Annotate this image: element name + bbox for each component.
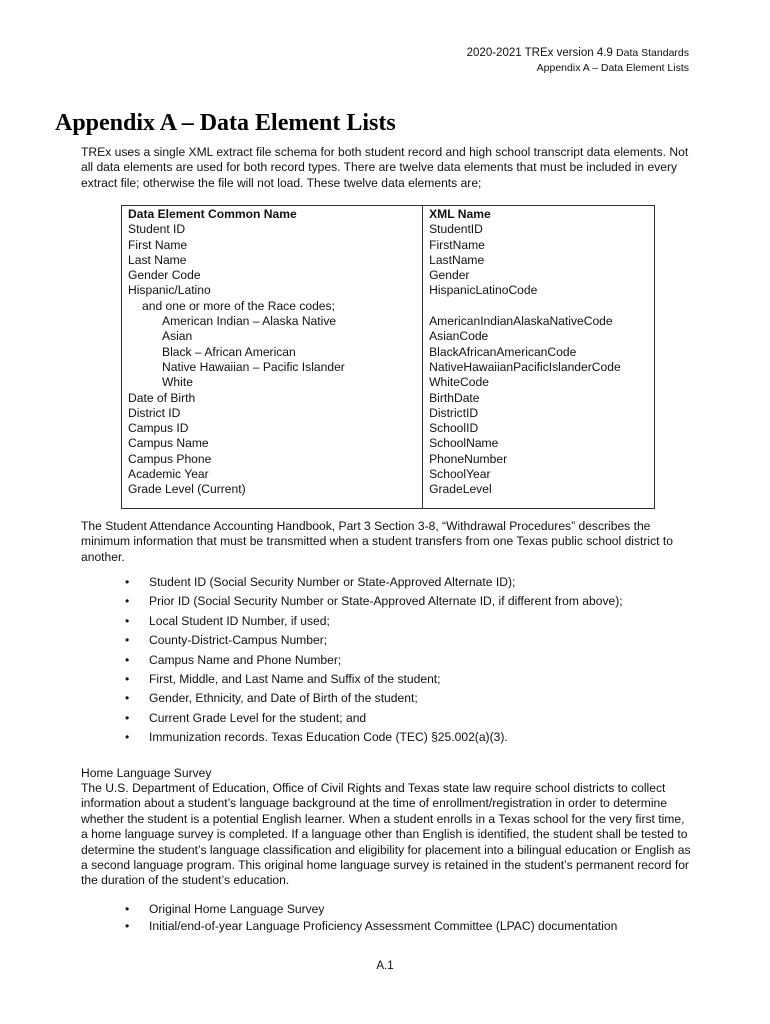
xml-name-cell: StudentID <box>423 222 655 237</box>
xml-name-cell: AsianCode <box>423 329 655 344</box>
table-row <box>122 238 655 253</box>
column-header-xml-name: XML Name <box>423 206 655 223</box>
column-header-common-name: Data Element Common Name <box>122 206 423 223</box>
header-section: Data Standards <box>616 47 689 59</box>
page-number: A.1 <box>376 960 394 972</box>
xml-name-cell: WhiteCode <box>423 375 655 390</box>
list-item: • Initial/end-of-year Language Proficiency Assessment Committee (LPAC) documentation <box>121 918 617 935</box>
table-row <box>122 421 655 436</box>
table-row <box>122 406 655 421</box>
xml-name-cell: AmericanIndianAlaskaNativeCode <box>423 314 655 329</box>
common-name-cell: Gender Code <box>122 268 423 283</box>
table-row <box>122 329 655 344</box>
common-name-cell: Last Name <box>122 253 423 268</box>
list-item: • First, Middle, and Last Name and Suffix of the student; <box>121 670 623 689</box>
xml-name-cell: LastName <box>423 253 655 268</box>
list-item: • Student ID (Social Security Number or State-Approved Alternate ID); <box>121 573 623 592</box>
list-item: • Gender, Ethnicity, and Date of Birth of the student; <box>121 689 623 708</box>
page-title: Appendix A – Data Element Lists <box>55 110 396 136</box>
list-item: • Prior ID (Social Security Number or State-Approved Alternate ID, if different from above); <box>121 592 623 611</box>
home-language-paragraph: The U.S. Department of Education, Office of Civil Rights and Texas state law require school districts to collect information about a student’s language background at the time of enrollment/registration in order to determine whether the student is a potential English learner. When a student enrolls in a Texas school for the very first time, a home language survey is completed. If a language other than English is identified, the student shall be tested to determine the student’s language classification and eligibility for placement into a bilingual education or English as a second language program. This original home language survey is retained in the student’s permanent record for the duration of the student’s education. <box>81 781 691 888</box>
intro-paragraph: TREx uses a single XML extract file schema for both student record and high school transcript data elements. Not all data elements are used for both record types. There are twelve data elements that must be included in every extract file; otherwise the file will not load. These twelve data elements are; <box>81 145 689 190</box>
xml-name-cell: FirstName <box>423 238 655 253</box>
data-element-table <box>121 205 655 509</box>
table-row <box>122 345 655 360</box>
header-line-2: Appendix A – Data Element Lists <box>536 62 689 74</box>
page-header <box>467 46 689 76</box>
common-name-cell: Asian <box>122 329 423 344</box>
header-line-1 <box>467 46 689 61</box>
xml-name-cell: SchoolID <box>423 421 655 436</box>
common-name-cell: Campus ID <box>122 421 423 436</box>
table-body <box>122 222 655 508</box>
transfer-info-list <box>121 573 623 748</box>
common-name-cell: Hispanic/Latino <box>122 283 423 298</box>
xml-name-cell <box>423 299 655 314</box>
common-name-cell: Academic Year <box>122 467 423 482</box>
table-row <box>122 467 655 482</box>
table-row <box>122 253 655 268</box>
list-item: • Immunization records. Texas Education Code (TEC) §25.002(a)(3). <box>121 728 623 747</box>
table-row <box>122 436 655 451</box>
table-row <box>122 391 655 406</box>
table-row <box>122 268 655 283</box>
common-name-cell: Black – African American <box>122 345 423 360</box>
xml-name-cell: HispanicLatinoCode <box>423 283 655 298</box>
attendance-paragraph: The Student Attendance Accounting Handbook, Part 3 Section 3-8, “Withdrawal Procedures” describes the minimum information that must be transmitted when a student transfers from one Texas public school district to another. <box>81 519 673 564</box>
common-name-cell: and one or more of the Race codes; <box>122 299 423 314</box>
table-row <box>122 314 655 329</box>
table-row <box>122 222 655 237</box>
table-row <box>122 375 655 390</box>
table-row <box>122 360 655 375</box>
xml-name-cell: DistrictID <box>423 406 655 421</box>
home-language-list <box>121 901 617 934</box>
home-language-heading: Home Language Survey <box>81 766 212 780</box>
common-name-cell: Native Hawaiian – Pacific Islander <box>122 360 423 375</box>
xml-name-cell: SchoolName <box>423 436 655 451</box>
list-item: • County-District-Campus Number; <box>121 631 623 650</box>
common-name-cell: American Indian – Alaska Native <box>122 314 423 329</box>
table-row <box>122 482 655 508</box>
common-name-cell: First Name <box>122 238 423 253</box>
table-row <box>122 283 655 298</box>
table-row <box>122 452 655 467</box>
xml-name-cell: NativeHawaiianPacificIslanderCode <box>423 360 655 375</box>
list-item: • Original Home Language Survey <box>121 901 617 918</box>
list-item: • Local Student ID Number, if used; <box>121 612 623 631</box>
list-item: • Current Grade Level for the student; and <box>121 709 623 728</box>
common-name-cell: Grade Level (Current) <box>122 482 423 508</box>
xml-name-cell: BlackAfricanAmericanCode <box>423 345 655 360</box>
xml-name-cell: GradeLevel <box>423 482 655 508</box>
common-name-cell: White <box>122 375 423 390</box>
xml-name-cell: Gender <box>423 268 655 283</box>
common-name-cell: Campus Phone <box>122 452 423 467</box>
xml-name-cell: SchoolYear <box>423 467 655 482</box>
common-name-cell: Student ID <box>122 222 423 237</box>
common-name-cell: District ID <box>122 406 423 421</box>
table-row <box>122 299 655 314</box>
list-item: • Campus Name and Phone Number; <box>121 651 623 670</box>
header-version: 2020-2021 TREx version 4.9 <box>466 47 613 59</box>
common-name-cell: Date of Birth <box>122 391 423 406</box>
table-header-row <box>122 206 655 223</box>
xml-name-cell: BirthDate <box>423 391 655 406</box>
xml-name-cell: PhoneNumber <box>423 452 655 467</box>
common-name-cell: Campus Name <box>122 436 423 451</box>
